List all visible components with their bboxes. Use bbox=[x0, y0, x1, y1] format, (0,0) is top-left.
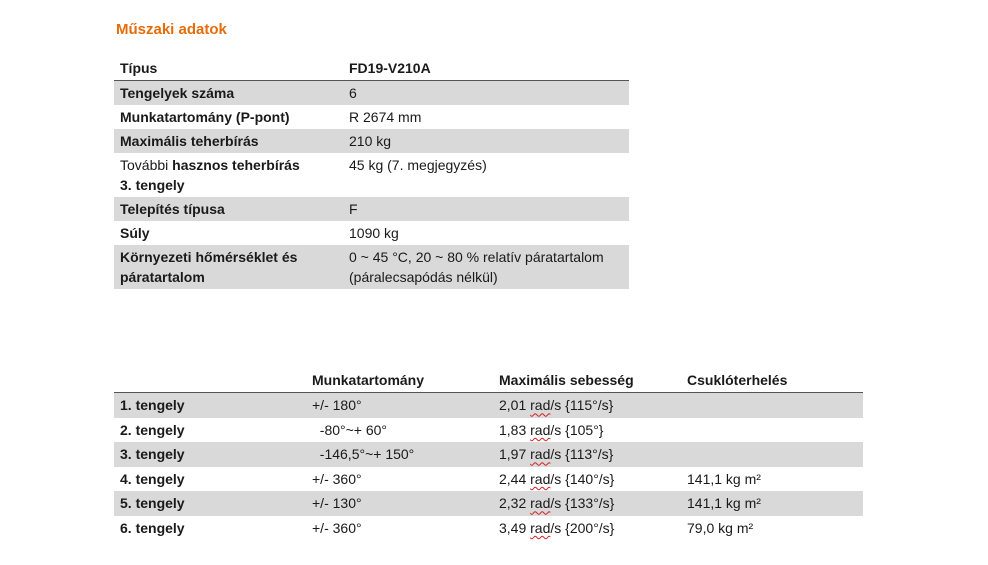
axis-name: 6. tengely bbox=[120, 519, 185, 536]
axis-speed-suffix: /s {115°/s} bbox=[550, 397, 614, 414]
spec-header-label: Típus bbox=[120, 60, 158, 76]
axis-load: 79,0 kg m² bbox=[687, 519, 754, 536]
spec-value-multiline bbox=[343, 245, 629, 289]
spec-row-weight bbox=[114, 221, 629, 245]
spec-row-work-range bbox=[114, 105, 629, 129]
axis-speed-unit: rad bbox=[530, 446, 551, 463]
axis-speed bbox=[493, 422, 681, 438]
spec-header-row bbox=[114, 56, 629, 81]
axis-name: 3. tengely bbox=[120, 446, 185, 463]
spec-label: Munkatartomány (P-pont) bbox=[120, 109, 290, 125]
axis-row-1 bbox=[114, 393, 863, 418]
axis-speed-unit: rad bbox=[530, 519, 551, 536]
spec-row-extra-payload bbox=[114, 153, 629, 197]
axis-speed-suffix: /s {140°/s} bbox=[550, 470, 615, 487]
axis-range: -146,5°~+ 150° bbox=[312, 446, 415, 463]
axis-range: +/- 360° bbox=[312, 519, 362, 536]
axis-header-row bbox=[114, 368, 863, 393]
spec-row-environment bbox=[114, 245, 629, 289]
spec-row-max-payload bbox=[114, 129, 629, 153]
axis-speed-value: 2,44 bbox=[499, 470, 531, 487]
spec-label-multiline bbox=[114, 153, 343, 197]
spec-row-install-type bbox=[114, 197, 629, 221]
axis-speed-value: 3,49 bbox=[499, 519, 531, 536]
axis-speed-value: 1,97 bbox=[499, 446, 531, 463]
spec-value: 6 bbox=[349, 85, 357, 101]
axis-name: 5. tengely bbox=[120, 495, 185, 512]
axis-row-2 bbox=[114, 418, 863, 443]
axis-row-3 bbox=[114, 442, 863, 467]
spec-value: 210 kg bbox=[349, 133, 392, 149]
axis-row-4 bbox=[114, 467, 863, 492]
axis-name: 4. tengely bbox=[120, 470, 185, 487]
axis-speed bbox=[493, 446, 681, 462]
spec-row-axes-count bbox=[114, 81, 629, 105]
spec-label: Telepítés típusa bbox=[120, 201, 225, 217]
axis-speed-unit: rad bbox=[530, 421, 551, 438]
axis-header-range: Munkatartomány bbox=[312, 372, 425, 388]
axis-speed-unit: rad bbox=[530, 397, 551, 414]
axis-range: +/- 360° bbox=[312, 470, 362, 487]
axis-speed-value: 2,32 bbox=[499, 495, 531, 512]
axis-speed-value: 1,83 bbox=[499, 421, 531, 438]
spec-label: Maximális teherbírás bbox=[120, 133, 259, 149]
axis-row-6 bbox=[114, 516, 863, 541]
spec-value: 1090 kg bbox=[349, 225, 399, 241]
axis-range: -80°~+ 60° bbox=[312, 421, 388, 438]
spec-label: Tengelyek száma bbox=[120, 85, 235, 101]
axis-speed bbox=[493, 397, 681, 413]
axis-speed bbox=[493, 495, 681, 511]
spec-table bbox=[114, 56, 629, 289]
spec-label-prefix: További bbox=[120, 157, 173, 173]
axis-range: +/- 130° bbox=[312, 495, 362, 512]
section-title: Műszaki adatok bbox=[116, 21, 227, 38]
axis-speed-unit: rad bbox=[530, 470, 551, 487]
spec-header-value: FD19-V210A bbox=[349, 60, 431, 76]
spec-value: F bbox=[349, 201, 358, 217]
axis-name: 1. tengely bbox=[120, 397, 185, 414]
axis-header-load: Csuklóterhelés bbox=[687, 372, 788, 388]
axis-header-speed: Maximális sebesség bbox=[499, 372, 634, 388]
axis-row-5 bbox=[114, 491, 863, 516]
spec-label: Környezeti hőmérséklet és bbox=[120, 249, 298, 265]
spec-value: R 2674 mm bbox=[349, 109, 422, 125]
axis-speed-suffix: /s {113°/s} bbox=[550, 446, 614, 463]
axis-table bbox=[114, 368, 863, 540]
spec-value: 0 ~ 45 °C, 20 ~ 80 % relatív páratartalom bbox=[349, 249, 604, 265]
axis-range: +/- 180° bbox=[312, 397, 362, 414]
axis-name: 2. tengely bbox=[120, 421, 185, 438]
axis-load: 141,1 kg m² bbox=[687, 470, 761, 487]
axis-speed bbox=[493, 520, 681, 536]
spec-label: Súly bbox=[120, 225, 150, 241]
axis-speed-unit: rad bbox=[530, 495, 551, 512]
spec-label-line2: 3. tengely bbox=[120, 177, 185, 193]
axis-speed-suffix: /s {200°/s} bbox=[550, 519, 615, 536]
spec-value-line2: (páralecsapódás nélkül) bbox=[349, 269, 498, 285]
axis-speed-suffix: /s {105°} bbox=[550, 421, 604, 438]
axis-load: 141,1 kg m² bbox=[687, 495, 761, 512]
spec-label-line2: páratartalom bbox=[120, 269, 205, 285]
axis-speed-suffix: /s {133°/s} bbox=[550, 495, 615, 512]
axis-speed bbox=[493, 471, 681, 487]
spec-label-multiline bbox=[114, 245, 343, 289]
axis-speed-value: 2,01 bbox=[499, 397, 531, 414]
spec-label: hasznos teherbírás bbox=[172, 157, 300, 173]
spec-value: 45 kg (7. megjegyzés) bbox=[349, 157, 487, 173]
